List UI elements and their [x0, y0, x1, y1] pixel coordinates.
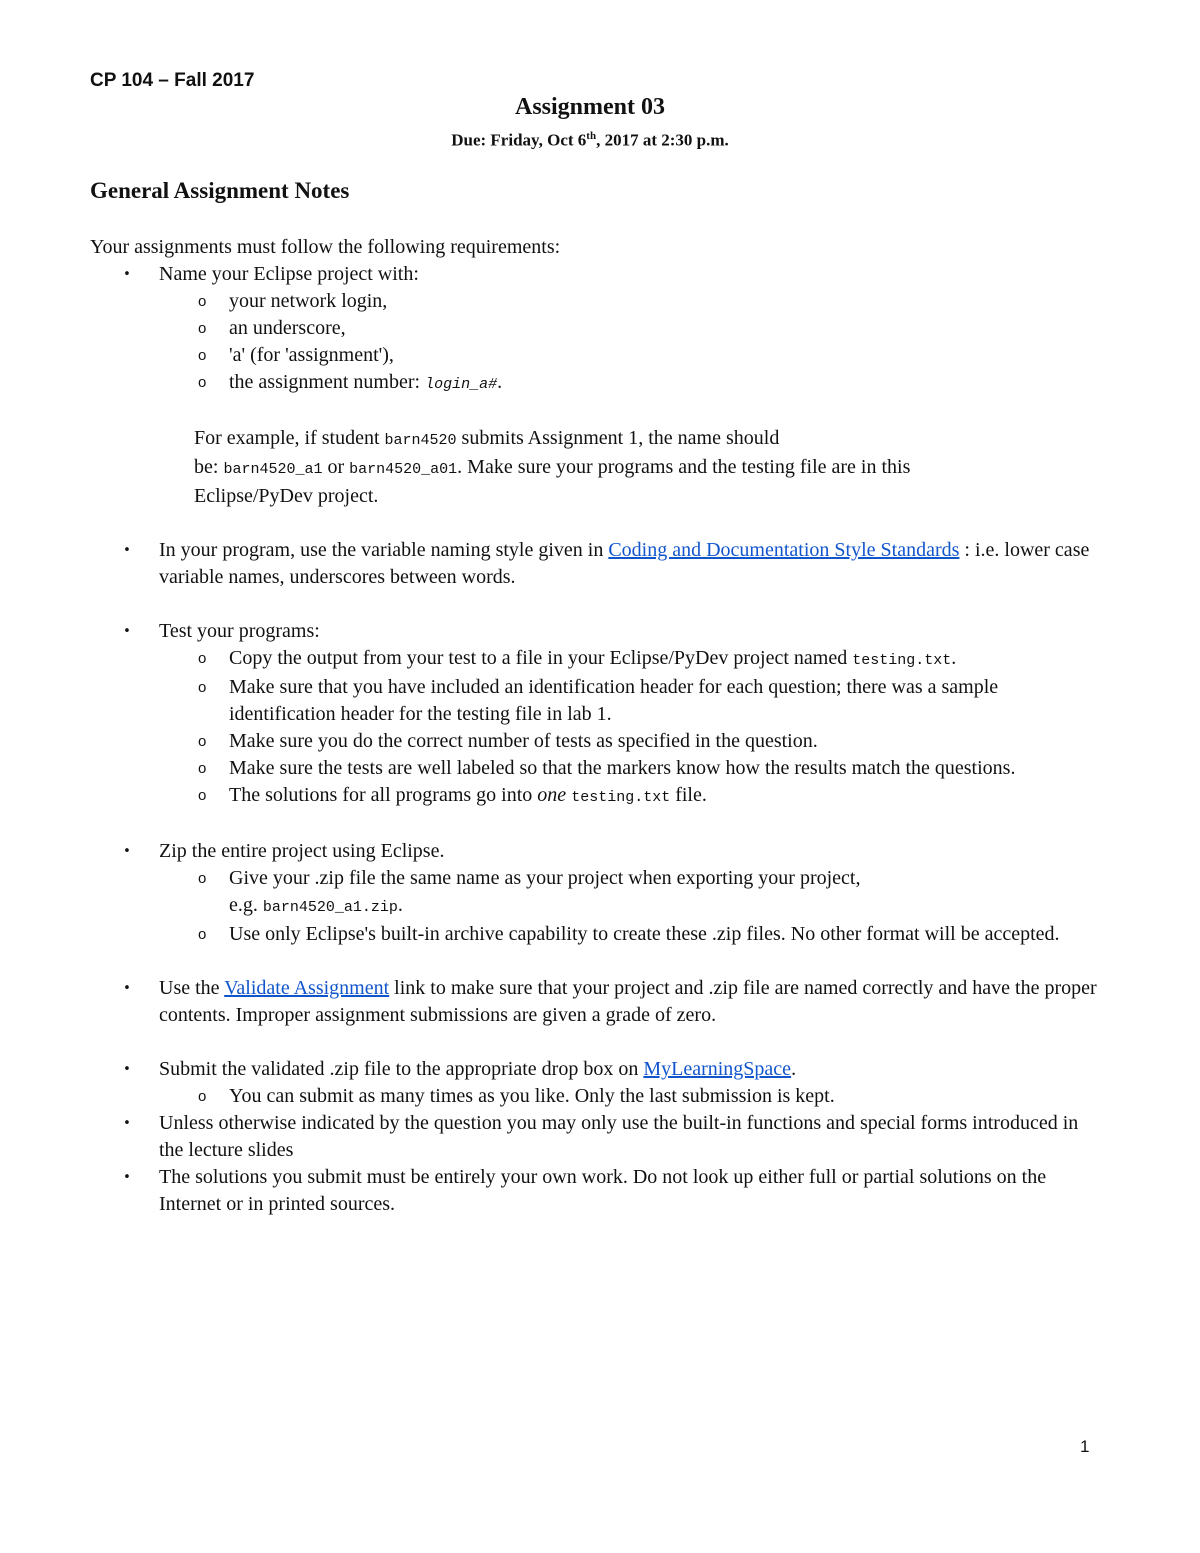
code-testing-file: testing.txt [571, 789, 671, 806]
sub-list-item [159, 645, 1100, 674]
notes-content [90, 234, 1100, 1218]
sub-list [159, 1083, 1100, 1110]
req-test-text: Test your programs: [159, 620, 320, 642]
spacer [159, 1029, 1100, 1056]
sub-item-text: e.g. [229, 894, 263, 916]
sub-bullet-icon: o [198, 320, 207, 337]
sub-bullet-icon: o [198, 733, 207, 750]
sub-bullet-icon: o [198, 293, 207, 310]
sub-list-item [159, 865, 1100, 921]
sub-bullet-icon: o [198, 347, 207, 364]
sub-item-end: . [397, 894, 403, 916]
sub-list-item [159, 288, 1100, 315]
sub-bullet-icon: o [198, 679, 207, 696]
list-item [90, 618, 1100, 838]
req-naming-text: In your program, use the variable naming style given in [159, 539, 609, 561]
section-heading: General Assignment Notes [90, 178, 350, 203]
sub-bullet-icon: o [198, 650, 207, 667]
req-naming-text-end: : i.e. lower case variable names, underscores between words. [159, 539, 1090, 588]
code-testing-file: testing.txt [852, 652, 952, 669]
sub-item-text: Make sure you do the correct number of tests as specified in the question. [229, 730, 818, 752]
bullet-icon: • [123, 543, 131, 558]
bullet-icon: • [123, 1170, 131, 1185]
coding-standards-link[interactable]: Coding and Documentation Style Standards [608, 539, 960, 561]
list-item [90, 261, 1100, 425]
list-item [90, 975, 1100, 1056]
list-item [90, 1056, 1100, 1110]
sub-list-item [159, 369, 1100, 398]
example-text: submits Assignment 1, the name should [456, 427, 780, 449]
sub-item-text: Make sure that you have included an identification header for each question; there was a sample identification header for the testing file in lab 1. [229, 676, 999, 725]
sub-list [159, 288, 1100, 398]
sub-list-item [159, 782, 1100, 811]
due-suffix: , 2017 at 2:30 p.m. [596, 130, 729, 150]
sub-bullet-icon: o [198, 870, 207, 887]
bullet-icon: • [123, 267, 131, 282]
sub-bullet-icon: o [198, 787, 207, 804]
sub-list-item [159, 674, 1100, 728]
bullet-icon: • [123, 844, 131, 859]
due-superscript: th [586, 130, 597, 142]
req-validate-text-end: link to make sure that your project and .zip file are named correctly and have the proper contents. Improper assignment submissions are given a grade of zero. [159, 977, 1097, 1026]
sub-list-item [159, 1083, 1100, 1110]
sub-item-text: the assignment number: [229, 371, 426, 393]
example-text: Eclipse/PyDev project. [194, 485, 379, 507]
spacer [159, 398, 1100, 425]
req-validate-text: Use the [159, 977, 225, 999]
sub-bullet-icon: o [198, 760, 207, 777]
sub-bullet-icon: o [198, 926, 207, 943]
list-item [90, 537, 1100, 618]
emphasis-one: one [537, 784, 567, 806]
req-zip-text: Zip the entire project using Eclipse. [159, 840, 445, 862]
spacer [159, 811, 1100, 838]
req-project-name-text: Name your Eclipse project with: [159, 263, 419, 285]
requirements-list [90, 261, 1100, 425]
course-header: CP 104 – Fall 2017 [90, 70, 255, 91]
req-submit-text: Submit the validated .zip file to the appropriate drop box on [159, 1058, 644, 1080]
sub-item-text: Make sure the tests are well labeled so that the markers know how the results match the questions. [229, 757, 1016, 779]
bullet-icon: • [123, 981, 131, 996]
list-item [90, 1110, 1100, 1164]
example-text: or [322, 456, 350, 478]
code-student-login: barn4520 [384, 432, 457, 449]
example-text: be: [194, 456, 224, 478]
code-login-pattern: login_a# [425, 376, 498, 393]
sub-item-text: The solutions for all programs go into [229, 784, 538, 806]
requirements-list-continued [90, 537, 1100, 1218]
page-number: 1 [1080, 1437, 1090, 1456]
mylearningspace-link[interactable]: MyLearningSpace [643, 1058, 792, 1080]
sub-item-end: file. [670, 784, 707, 806]
spacer [90, 510, 1100, 537]
sub-bullet-icon: o [198, 374, 207, 391]
sub-item-text: your network login, [229, 290, 388, 312]
intro-text: Your assignments must follow the following requirements: [90, 236, 561, 258]
due-prefix: Due: Friday, Oct 6 [451, 130, 587, 150]
list-item [90, 1164, 1100, 1218]
assignment-title: Assignment 03 [514, 94, 665, 120]
req-builtins-text: Unless otherwise indicated by the question you may only use the built-in functions and special forms introduced in the lecture slides [159, 1112, 1079, 1161]
bullet-icon: • [123, 1116, 131, 1131]
list-item [90, 838, 1100, 975]
sub-item-text: Use only Eclipse's built-in archive capability to create these .zip files. No other format will be accepted. [229, 923, 1060, 945]
sub-item-text: Give your .zip file the same name as your project when exporting your project, [229, 867, 861, 889]
spacer [159, 948, 1100, 975]
sub-item-text: an underscore, [229, 317, 346, 339]
example-text: . Make sure your programs and the testing file are in this [457, 456, 911, 478]
bullet-icon: • [123, 1062, 131, 1077]
req-own-work-text: The solutions you submit must be entirely your own work. Do not look up either full or partial solutions on the Internet or in printed sources. [159, 1166, 1047, 1215]
example-text: For example, if student [194, 427, 385, 449]
req-submit-text-end: . [791, 1058, 797, 1080]
sub-list [159, 865, 1100, 948]
sub-list-item [159, 315, 1100, 342]
sub-list-item [159, 728, 1100, 755]
sub-item-end: . [497, 371, 503, 393]
sub-item-text: You can submit as many times as you like. Only the last submission is kept. [229, 1085, 835, 1107]
sub-item-end: . [951, 647, 957, 669]
sub-list-item [159, 342, 1100, 369]
code-zip-file: barn4520_a1.zip [262, 899, 398, 916]
code-project-name-1: barn4520_a1 [223, 461, 323, 478]
code-project-name-2: barn4520_a01 [349, 461, 458, 478]
due-date [0, 130, 1180, 151]
validate-assignment-link[interactable]: Validate Assignment [224, 977, 390, 999]
sub-item-text: 'a' (for 'assignment'), [229, 344, 394, 366]
sub-list-item [159, 755, 1100, 782]
sub-bullet-icon: o [198, 1088, 207, 1105]
sub-list [159, 645, 1100, 811]
example-paragraph [90, 425, 1100, 510]
spacer [159, 591, 1100, 618]
bullet-icon: • [123, 624, 131, 639]
sub-item-text: Copy the output from your test to a file in your Eclipse/PyDev project named [229, 647, 853, 669]
sub-list-item [159, 921, 1100, 948]
